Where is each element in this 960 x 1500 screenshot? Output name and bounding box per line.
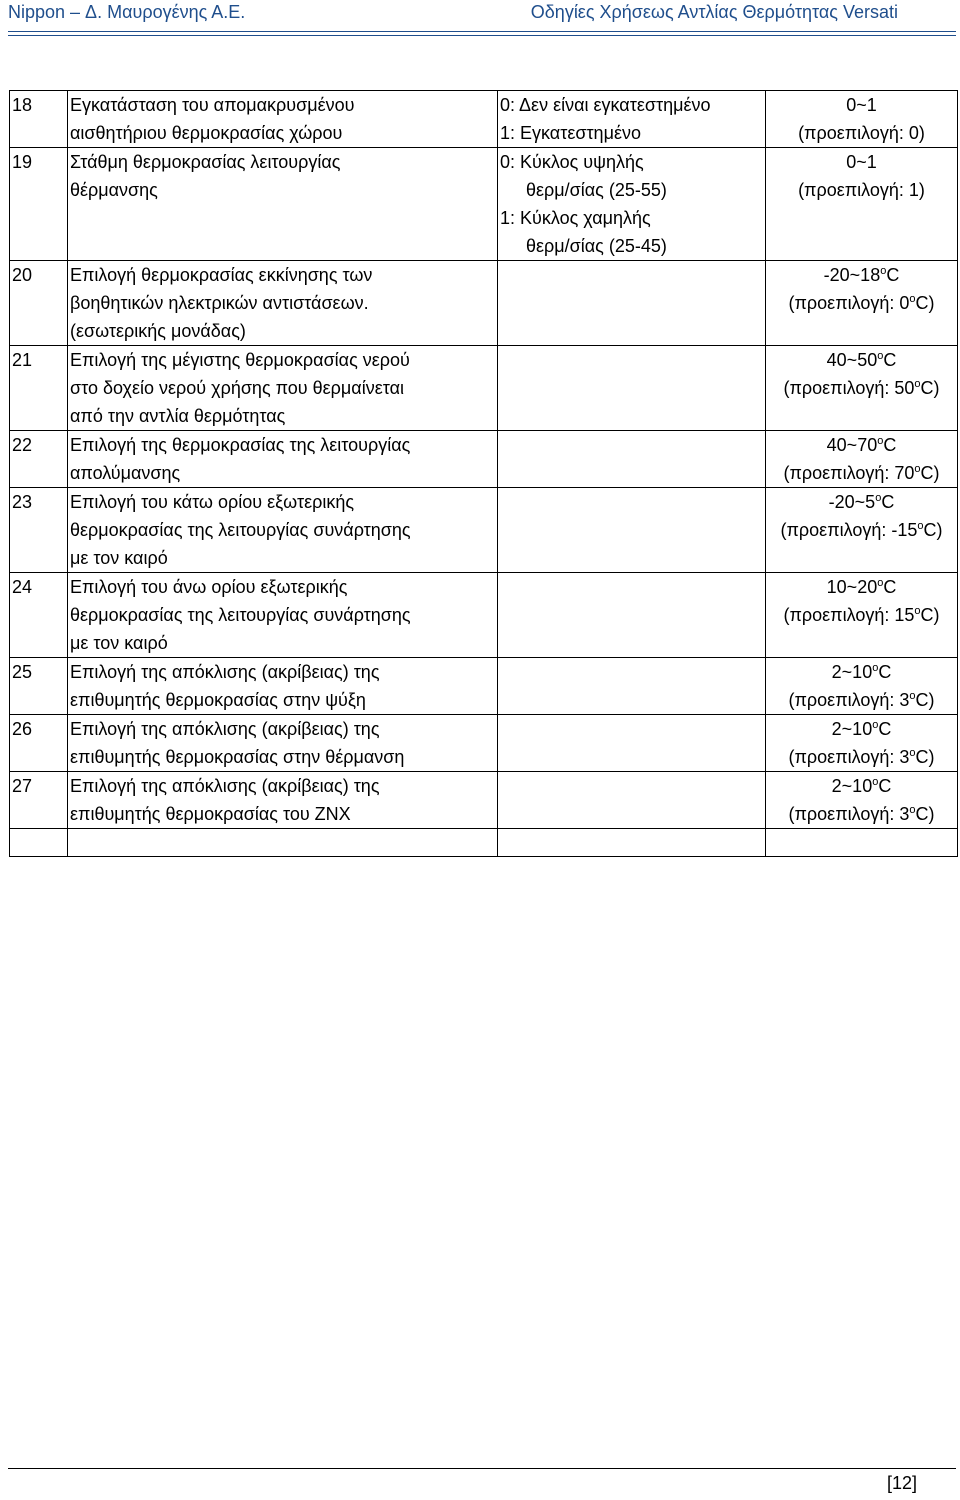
range-text: 2~10 (831, 776, 873, 796)
param-description (68, 346, 498, 431)
param-range-value: 0~1 (846, 152, 877, 172)
param-description-line: Επιλογή της απόκλισης (ακρίβειας) της (70, 776, 380, 796)
table-row (10, 148, 958, 261)
default-text: (προεπιλογή: 3 (788, 690, 910, 710)
default-unit: C) (915, 690, 935, 710)
param-range-value (768, 431, 955, 459)
param-description-line: επιθυμητής θερμοκρασίας στην ψύξη (70, 690, 366, 710)
param-range-value (768, 488, 955, 516)
table-row (10, 91, 958, 148)
param-description (68, 488, 498, 573)
param-range-value (768, 346, 955, 374)
param-range-value (768, 772, 955, 800)
default-unit: C) (920, 605, 940, 625)
param-description-line: Επιλογή του άνω ορίου εξωτερικής (70, 577, 348, 597)
param-description-line: από την αντλία θερμότητας (70, 406, 286, 426)
range-unit: C (886, 265, 900, 285)
param-default-value (768, 686, 955, 714)
param-option-line: 0: Δεν είναι εγκατεστημένο (500, 95, 711, 115)
table-row (10, 346, 958, 431)
param-options (498, 573, 766, 658)
param-range-value (768, 658, 955, 686)
param-description-line: Επιλογή θερμοκρασίας εκκίνησης των (70, 265, 373, 285)
param-description-line: Επιλογή της απόκλισης (ακρίβειας) της (70, 719, 380, 739)
default-unit: C) (915, 293, 935, 313)
param-description-line: θερμοκρασίας της λειτουργίας συνάρτησης (70, 605, 411, 625)
param-default-value: (προεπιλογή: 0) (798, 123, 925, 143)
empty-cell (10, 829, 68, 857)
table-row (10, 261, 958, 346)
param-description-line: στο δοχείο νερού χρήσης που θερμαίνεται (70, 378, 404, 398)
header-company: Nippon – Δ. Μαυρογένης Α.Ε. (8, 2, 246, 22)
default-unit: C) (920, 463, 940, 483)
range-text: 2~10 (831, 719, 873, 739)
param-description-line: βοηθητικών ηλεκτρικών αντιστάσεων. (70, 293, 369, 313)
param-description-line: Επιλογή της θερμοκρασίας της λειτουργίας (70, 435, 411, 455)
param-default-value (768, 743, 955, 771)
param-description-line: θέρμανσης (70, 180, 158, 200)
param-number: 22 (10, 431, 68, 488)
param-option-line: 1: Εγκατεστημένο (500, 123, 641, 143)
param-range (766, 431, 958, 488)
degree-mark: o (909, 804, 916, 816)
param-number: 20 (10, 261, 68, 346)
param-number: 18 (10, 91, 68, 148)
param-number: 21 (10, 346, 68, 431)
table-row (10, 772, 958, 829)
range-unit: C (883, 350, 897, 370)
degree-mark: o (872, 719, 879, 731)
param-default-value (768, 459, 955, 487)
default-text: (προεπιλογή: 70 (783, 463, 915, 483)
default-text: (προεπιλογή: 50 (783, 378, 915, 398)
param-range (766, 91, 958, 148)
range-unit: C (878, 719, 892, 739)
parameters-table (9, 90, 958, 857)
param-number: 23 (10, 488, 68, 573)
parameters-table-body (10, 91, 958, 857)
param-options (498, 658, 766, 715)
default-text: (προεπιλογή: 0 (788, 293, 910, 313)
page-number: [12] (886, 1473, 917, 1493)
param-description (68, 261, 498, 346)
degree-mark: o (877, 350, 884, 362)
param-description (68, 148, 498, 261)
table-row (10, 488, 958, 573)
param-description-line: με τον καιρό (70, 548, 168, 568)
param-description-line: με τον καιρό (70, 633, 168, 653)
degree-mark: o (914, 463, 921, 475)
param-description-line: Επιλογή της μέγιστης θερμοκρασίας νερού (70, 350, 410, 370)
param-range (766, 772, 958, 829)
param-range (766, 488, 958, 573)
empty-cell (68, 829, 498, 857)
param-range (766, 261, 958, 346)
param-description (68, 431, 498, 488)
param-number: 19 (10, 148, 68, 261)
param-default-value: (προεπιλογή: 1) (798, 180, 925, 200)
param-description (68, 91, 498, 148)
param-range-value (768, 715, 955, 743)
param-options (498, 346, 766, 431)
table-row-empty (10, 829, 958, 857)
param-description (68, 772, 498, 829)
param-number: 26 (10, 715, 68, 772)
degree-mark: o (875, 492, 882, 504)
range-text: -20~18 (823, 265, 881, 285)
header-rule (8, 35, 956, 36)
table-row (10, 573, 958, 658)
param-number: 27 (10, 772, 68, 829)
param-range (766, 658, 958, 715)
param-default-value (768, 516, 955, 544)
degree-mark: o (917, 520, 924, 532)
default-text: (προεπιλογή: 15 (783, 605, 915, 625)
param-description-line: επιθυμητής θερμοκρασίας του ZNX (70, 804, 351, 824)
default-unit: C) (920, 378, 940, 398)
param-description-line: επιθυμητής θερμοκρασίας στην θέρμανση (70, 747, 405, 767)
param-option-line: 0: Κύκλος υψηλής (500, 152, 644, 172)
range-unit: C (878, 776, 892, 796)
param-range (766, 573, 958, 658)
param-description-line: Στάθμη θερμοκρασίας λειτουργίας (70, 152, 341, 172)
param-description (68, 658, 498, 715)
table-row (10, 715, 958, 772)
degree-mark: o (877, 577, 884, 589)
default-text: (προεπιλογή: 3 (788, 747, 910, 767)
degree-mark: o (877, 435, 884, 447)
table-row (10, 431, 958, 488)
degree-mark: o (909, 690, 916, 702)
param-range-value (768, 573, 955, 601)
param-range-value: 0~1 (846, 95, 877, 115)
empty-cell (498, 829, 766, 857)
empty-cell (766, 829, 958, 857)
default-unit: C) (915, 747, 935, 767)
default-text: (προεπιλογή: -15 (780, 520, 918, 540)
param-description-line: θερμοκρασίας της λειτουργίας συνάρτησης (70, 520, 411, 540)
param-description-line: Εγκατάσταση του απομακρυσμένου (70, 95, 355, 115)
param-description (68, 573, 498, 658)
param-description-line: (εσωτερικής μονάδας) (70, 321, 246, 341)
param-description-line: Επιλογή της απόκλισης (ακρίβειας) της (70, 662, 380, 682)
param-options (498, 431, 766, 488)
param-number: 24 (10, 573, 68, 658)
param-range-value (768, 261, 955, 289)
param-default-value (768, 601, 955, 629)
range-text: -20~5 (828, 492, 876, 512)
range-text: 40~50 (826, 350, 878, 370)
range-text: 10~20 (826, 577, 878, 597)
param-option-line: 1: Κύκλος χαμηλής (500, 208, 651, 228)
footer-rule (8, 1468, 956, 1469)
param-description (68, 715, 498, 772)
param-options (498, 148, 766, 261)
degree-mark: o (909, 747, 916, 759)
param-option-line: θερμ/σίας (25-45) (526, 236, 667, 256)
param-range (766, 148, 958, 261)
range-text: 2~10 (831, 662, 873, 682)
table-row (10, 658, 958, 715)
param-options (498, 488, 766, 573)
degree-mark: o (909, 293, 916, 305)
range-unit: C (881, 492, 895, 512)
param-range (766, 715, 958, 772)
page-header (0, 0, 960, 34)
degree-mark: o (872, 776, 879, 788)
default-unit: C) (923, 520, 943, 540)
range-text: 40~70 (826, 435, 878, 455)
param-default-value (768, 800, 955, 828)
param-description-line: Επιλογή του κάτω ορίου εξωτερικής (70, 492, 355, 512)
range-unit: C (883, 435, 897, 455)
header-rule (8, 31, 956, 32)
param-range (766, 346, 958, 431)
range-unit: C (883, 577, 897, 597)
param-options (498, 715, 766, 772)
range-unit: C (878, 662, 892, 682)
default-unit: C) (915, 804, 935, 824)
param-options (498, 772, 766, 829)
degree-mark: o (880, 265, 887, 277)
header-document-title: Οδηγίες Χρήσεως Αντλίας Θερμότητας Versati (530, 2, 898, 22)
param-default-value (768, 374, 955, 402)
param-options (498, 261, 766, 346)
degree-mark: o (872, 662, 879, 674)
param-option-line: θερμ/σίας (25-55) (526, 180, 667, 200)
param-options (498, 91, 766, 148)
degree-mark: o (914, 605, 921, 617)
degree-mark: o (914, 378, 921, 390)
param-description-line: απολύμανσης (70, 463, 181, 483)
param-default-value (768, 289, 955, 317)
param-description-line: αισθητήριου θερμοκρασίας χώρου (70, 123, 343, 143)
param-number: 25 (10, 658, 68, 715)
default-text: (προεπιλογή: 3 (788, 804, 910, 824)
